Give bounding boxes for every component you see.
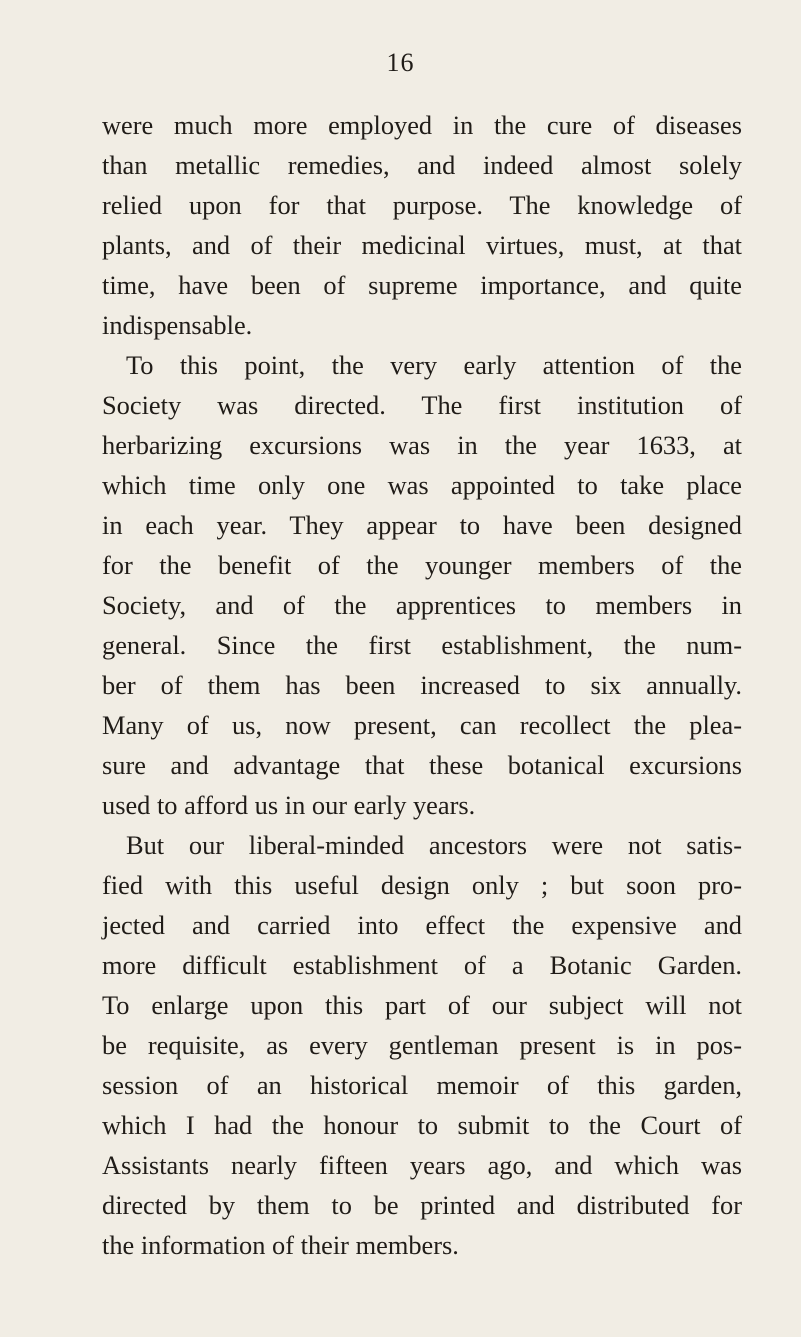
text-line: To enlarge upon this part of our subject will not xyxy=(102,990,742,1020)
text-line: more difficult establishment of a Botanic Garden. xyxy=(102,950,742,980)
text-line: than metallic remedies, and indeed almost solely xyxy=(102,150,742,180)
text-line: be requisite, as every gentleman present is in pos- xyxy=(102,1030,742,1060)
text-line: session of an historical memoir of this garden, xyxy=(102,1070,742,1100)
text-line: ber of them has been increased to six annually. xyxy=(102,670,742,700)
text-line: used to afford us in our early years. xyxy=(102,790,476,820)
text-line: But our liberal-minded ancestors were not satis- xyxy=(126,830,742,860)
text-line: plants, and of their medicinal virtues, must, at that xyxy=(102,230,742,260)
text-line: relied upon for that purpose. The knowledge of xyxy=(102,190,742,220)
text-line: To this point, the very early attention of the xyxy=(126,350,742,380)
body-text xyxy=(102,105,742,1265)
text-line: the information of their members. xyxy=(102,1230,459,1260)
text-line: indispensable. xyxy=(102,310,253,340)
text-line: were much more employed in the cure of diseases xyxy=(102,110,742,140)
text-line: herbarizing excursions was in the year 1633, at xyxy=(102,430,742,460)
text-line: which I had the honour to submit to the Court of xyxy=(102,1110,742,1140)
text-line: fied with this useful design only ; but soon pro- xyxy=(102,870,742,900)
text-line: Many of us, now present, can recollect the plea- xyxy=(102,710,742,740)
text-line: Society was directed. The first institution of xyxy=(102,390,742,420)
text-line: Society, and of the apprentices to members in xyxy=(102,590,742,620)
text-line: jected and carried into effect the expensive and xyxy=(102,910,742,940)
text-line: sure and advantage that these botanical excursions xyxy=(102,750,742,780)
text-line: which time only one was appointed to take place xyxy=(102,470,742,500)
text-line: Assistants nearly fifteen years ago, and which was xyxy=(102,1150,742,1180)
text-line: directed by them to be printed and distributed for xyxy=(102,1190,742,1220)
text-line: general. Since the first establishment, the num- xyxy=(102,630,742,660)
page-number: 16 xyxy=(386,48,415,77)
text-line: time, have been of supreme importance, and quite xyxy=(102,270,742,300)
text-line: in each year. They appear to have been designed xyxy=(102,510,742,540)
text-line: for the benefit of the younger members of the xyxy=(102,550,742,580)
